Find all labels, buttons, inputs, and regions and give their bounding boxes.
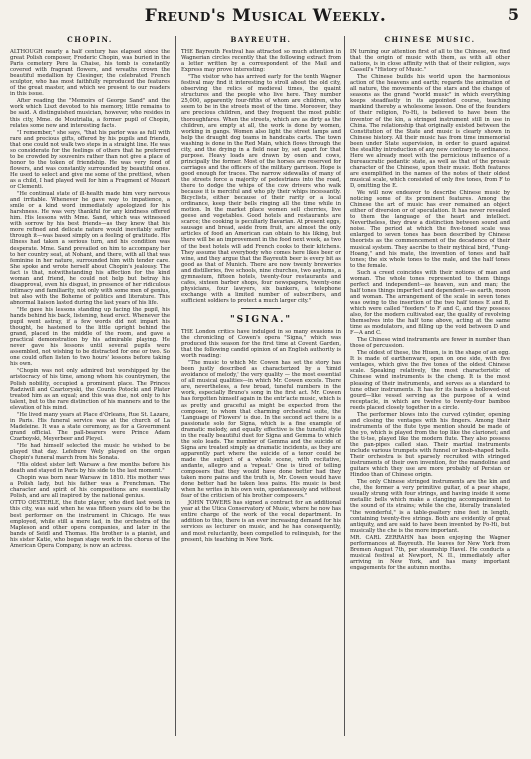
paragraph: Such a creed coincides with their notions of man and woman. The whole tones represented to them things perfect and independent—as heaven, sun and man; the half tones things imperfect and dependent—as earth, moon and woman. The arrangement of the scale in seven tones was owing to the insertion of the two half tones E and B, which were called "feeders" to F and C, and they possess also, for the modern cultivated ear, the quality of revolving themselves into the half tone above, acting at the same time as modulators, and filling up the void between D and F—A and C. (350, 269, 510, 337)
paragraph: "He had himself selected the music he wished to be played that day. Lefebure Wely played on the organ Chopin's funeral march from his Sonata. (10, 443, 170, 462)
column-divider (344, 36, 345, 736)
paragraph: The Chinese builds his world upon the harmonious action of the heavens and earth; regards the animation of all nature, the movements of the stars and the change of seasons as the grand "world music" in which everything keeps steadfastly in its appointed course, teaching mankind thereby a wholesome lesson. One of the founders of their religion, Fo-Hi, is believed to have been the inventor of the kin, a stringed instrument still in use in China. The relationship that originally existed between the Constitution of the State and music is clearly shown in Chinese history. All their music has from time immemorial been under State supervision, in order to guard against the stealthy introduction of any new contrary to ordinance. Here we already meet with the pernicious influence of a bureaucratic pedantic state, as well as that of the prosaic character of the Chinese, upon their music. Both features are exemplified in the names of the notes of their oldest musical scale, which consisted of only five tones, from F to D, omitting the E. (350, 74, 510, 190)
paragraph: The performer blows into the curved cylinder, opening and closing the ventages with his fingers. Among their instruments of the flute type mention should be made of the yo, which is played from the top like the clarionet; and the ti-tse, played like the modern flute. They also possess the pan-pipes called siao. Their martial instruments include various trumpets with funnel or knob-shaped bells. Their orchestra is but sparsely recruited with stringed instruments of their own invention, for the mandoline and guitars which they use are more probably of Persian or Hindoo than of Chinese origin. (350, 411, 510, 479)
paragraph: THE London critics have indulged in so many evasions in the chronicling of Cowen's opera "Signa," which was produced this season for the first time at Covent Garden, that the following candid opinion of an English authority is worth reading: (181, 328, 341, 360)
article-heading-chinese-music: CHINESE MUSIC. (384, 36, 476, 44)
article-body-signa (181, 329, 341, 543)
paragraph: "He gave his lessons standing up facing the pupil, his hands behind his back, listening, head erect. Whenever the pupil went astray, if a few words did not impart his thought, he hastened to the little upright behind the grand, placed in the middle of the room, and gave a practical demonstration by his admirable playing. He never gave his lessons until several pupils were assembled, not wishing to be distracted for one or two. So one could often listen to two hours' lessons before taking his own. (10, 306, 170, 368)
page-number: 5 (507, 5, 519, 24)
paragraph: "Chopin was not only admired but worshipped by the aristocracy of his time, among whom his countrymen, the Polish nobility, occupied a prominent place. The Princes Radziwill and Czartoryski, the Counts Potocki and Plater treated him as an equal; and this was due, not only to his talent, but to the rare distinction of his manners and to the elevation of his mind. (10, 368, 170, 411)
paragraph: "He continual state of ill-health made him very nervous and irritable. Whenever he gave way to impatience, a smile or a kind word immediately apologized for his harshness. He was very thankful for any kindness offered him. His lessons with Mme. Sand, which was witnessed with sorrow by his best friends—as they knew that his more refined and delicate nature would inevitably suffer through it—was based simply on a feeling of gratitude. His illness had taken a serious turn, and his condition was desperate. Mme. Sand prevailed on him to accompany her to her country seat, at Nohant, and there, with all that was feminine in her nature, surrounded him with tender care. She spoke and wrote herself about Chopin's jealousy. The fact is that, notwithstanding his affection for the kind woman and friend, he could not help but betray his disapproval, even his disgust, in presence of her ridiculous intimacy and familiarity, not only with some men of genius, but also with the Boheme of politics and literature. This abnormal liaison lasted during the last years of his life. (10, 191, 170, 306)
article-heading-chopin: CHOPIN. (67, 36, 113, 44)
paragraph: The oldest of these, the Hiuen, is in the shape of an egg. It is made of earthenware, open on one side, with five ventages, which give the five tones of the oldest Chinese scale. Speaking relatively, the most characteristic of Chinese wind instruments is the cheng. It is the most pleasing of their instruments, and serves as a standard to tune other instruments. It has for its basis a hollowed-out gourd—like vessel serving as the purpose of a wind receptacle, in which are twelve to twenty-four bamboo reeds placed closely together in a circle. (350, 350, 510, 411)
column-chinese-music (350, 36, 510, 736)
paragraph: The only Chinese stringed instruments are the kin and che, the former a very primitive guitar, of a pear shape, usually strung with four strings, and having inside it some metallic bells which make a clanging accompaniment to the sound of its strains; while the che, literally translated "the wonderful," is a table-psaltery nine feet in length, containing twenty-five strings. Both are evidently of great antiquity, and are said to have been invented by Fo-Hi, but musically the che is the more important. (350, 479, 510, 534)
column-chopin (10, 36, 170, 736)
article-body-bayreuth (181, 49, 341, 304)
column-divider (175, 36, 176, 736)
paragraph: "The visitor who has arrived early for the tenth Wagner festival may find it interesting to stroll about the old city, observing the relics of medieval times, the quaint structures and the people who live here. They number 25,000, apparently four-fifths of whom are children, who seem to be in the streets most of the time. Moreover, they are precious children, and they frequent the most public thoroughfares. When the streets, which are as dirty as the children, are empty at all, the work is done by women, working in gangs. Women also light the street lamps and help the draught dog teams in handcabs carts. The town washing is done in the Red Main, which flows through the city, and the drying in a field near by, set apart for that purpose. Heavy loads are drawn by oxen and cows, principally the former. Most of the horses are reserved for carriages and the officers of the military garrison. Hope is good enough for traces. The narrow sidewalks of many of the streets force a majority of pedestrians into the road, there to dodge the whips of the cow drivers who walk because it is merciful and who ply their whips incessantly. Bicyclists, either because of their rarity or a local ordinance, keep their bells ringing all the time while in motion. In the market place women sell cherries, live geese and vegetables. Good hotels and restaurants are scarce; the cooking is peculiarly Bavarian. At present eggs, sausage and bread, aside from fruit, are almost the only articles of food an American can obtain to his liking, but there will be an improvement in the food next week, as two of the best hotels will add French cooks to their kitchens. They assume that everybody who comes here likes beer or wine, and they argue that the Bayreuth beer is every bit as good as that of Munich. There are now twenty breweries and distilleries, five schools, nine churches, two asylums, a gymnasium, fifteen hotels, twenty-four restaurants and cafes, sixteen barber shops, four newspapers, twenty-one physicians, four lawyers, six bankers, a telephone exchange with a limited number of subscribers, and sufficient soldiers to protect a much larger city." (181, 74, 341, 304)
paragraph: "His oldest sister left Warsaw a few months before his death and stayed in Paris by his side to the last moment." (10, 462, 170, 475)
column-bayreuth (181, 36, 341, 736)
article-heading-bayreuth: BAYREUTH. (230, 36, 292, 44)
section-rule (241, 308, 281, 309)
article-heading-signa: "SIGNA." (229, 314, 293, 325)
paragraph: THE Bayreuth Festival has attracted so much attention in Wagnerian circles recently that the following extract from a letter written by a correspondent of the Mail and Express may prove interesting: (181, 49, 341, 74)
paragraph: ALTHOUGH nearly a half century has elapsed since the great Polish composer, Frederic Chopin, was buried in the Paris cemetery Pere la Chaise, his tomb is constantly covered with fragrant flowers, and wreaths crown the beautiful medallion by Clesinger, the celebrated French sculptor, who has most faithfully reproduced the features of the great master, and which we present to our readers in this issue. (10, 49, 170, 98)
paragraph: MR. CARL ZERRAHN has been enjoying the Wagner performances at Bayreuth. He leaves for New York from Bremen August 7th, per steamship Havel. He conducts a musical festival at Newport, N. II., immediately after arriving in New York, and has many important engagements for the autumn months. (350, 534, 510, 571)
publication-title: Freund's Musical Weekly. (144, 6, 387, 26)
paragraph: Chopin was born near Warsaw in 1810. His mother was a Polish lady, but his father was a Frenchman. The character and spirit of his compositions are essentially Polish, and are all inspired by the national genius. (10, 475, 170, 500)
paragraph: "The music to which Mr. Cowen has set the story has been justly described as characterized by a 'timid avoidance of melody,' the very quality — the most essential of all musical qualities—in which Mr. Cowen excels. There are, nevertheless, a few broad, tuneful numbers in the work, especially Bruno's song in the first act. Mr. Cowen has forgotten himself again in the entr'acte music, which is as pretty and graceful as might be expected from the composer, to whom that charming orchestral suite, the 'Language of Flowers' is due. In the second act there is a passionate solo for Signa, which is a fine example of dramatic melody, and equally effective is the tuneful style in the really beautiful duet for Signa and Gemma to which the solo leads. The number of Gemma and the suicide of Signa are treated simply as dramatic incidents, as they are apparently part where the suicide of a tenor could be made the subject of a whole scene, with recitative, andante, allegro and a 'repeat.' One is tired of telling composers that they would have done better had they taken more pains and the truth is, Mr. Cowen would have done better had he taken less pains. His music is best when he writes in his own vein, spontaneously and without fear of the criticism of his brother composers." (181, 360, 341, 500)
article-body-chinese-music (350, 49, 510, 571)
paragraph: We will now endeavor to describe Chinese music by noticing some of its prominent features. Among the Chinese the art of music has ever remained an object either of diversion or of speculation. It has never revealed to them the language of the heart and intellect. Nevertheless, they draw a distinction between sound and noise. The period at which the five-toned scale was enlarged to seven tones has been described by Chinese theorists as the commencement of the decadence of their musical system. They ascribe to their mythical bird, "Fung-Hoang," and his mate, the invention of tones and half tones; the six whole tones to the male, and the half tones to the female. (350, 190, 510, 269)
paragraph: "He lived many years at Place d'Orleans, Rue St. Lazare, in Paris. His funeral service was at the church of La Madeleine. It was a state ceremony, as for a Government grand official. The pall-bearers were Prince Adam Czarboyski, Meyerbeer and Pleyel. (10, 411, 170, 442)
paragraph: The Chinese wind instruments are fewer in number than those of percussion. (350, 337, 510, 350)
paragraph: JOHN TOWERS has signed a contract for an additional year at the Utica Conservatory of Music, where he now has entire charge of the work of the vocal department. In addition to this, there is an ever increasing demand for his services as lecturer on music, and he has consequently, and most reluctantly, been compelled to relinquish, for the present, his teaching in New York. (181, 500, 341, 543)
paragraph: "I remember," she says, "that his parlor was as full with rare and precious gifts, offered by his pupils and friends, that one could not walk two steps in a straight line. He was so considerate for the feelings of others that he preferred to be crowded by souvenirs rather than not give a place of honor to the token of friendship. He was very fond of flowers, and was constantly surrounded by beautiful ones. He used to select and give me some of the prettiest, when as a child, I had played well for him a Fragment of Mozart or Clementi. (10, 129, 170, 191)
paragraph: After reading the "Memoirs of George Sand" and the work which Liszt devoted to his memory, little remains to be said. A distinguished musician, however, who resides in this city, Mme. de Moutrialia, a former pupil of Chopin, relates some new and interesting facts. (10, 98, 170, 129)
article-body-chopin (10, 49, 170, 549)
paragraph: IN turning our attention first of all to the Chinese, we find that the origin of music with them, as with all other nations, is in close affinity with that of their religion, says Cassell's "History of Music." (350, 49, 510, 74)
masthead (8, 2, 523, 32)
paragraph: OTTO OESTERLE, the flute player, who died last week in this city, was said when he was fifteen years old to be the best performer on the instrument in Chicago. He was employed, while still a mere lad, in the orchestra of the Mapleson and other opera companies, and later in the bands of Seidl and Thomas. His brother is a pianist, and his sister Katie, who began stage work in the chorus of the American Opera Company, is now an actress. (10, 500, 170, 549)
